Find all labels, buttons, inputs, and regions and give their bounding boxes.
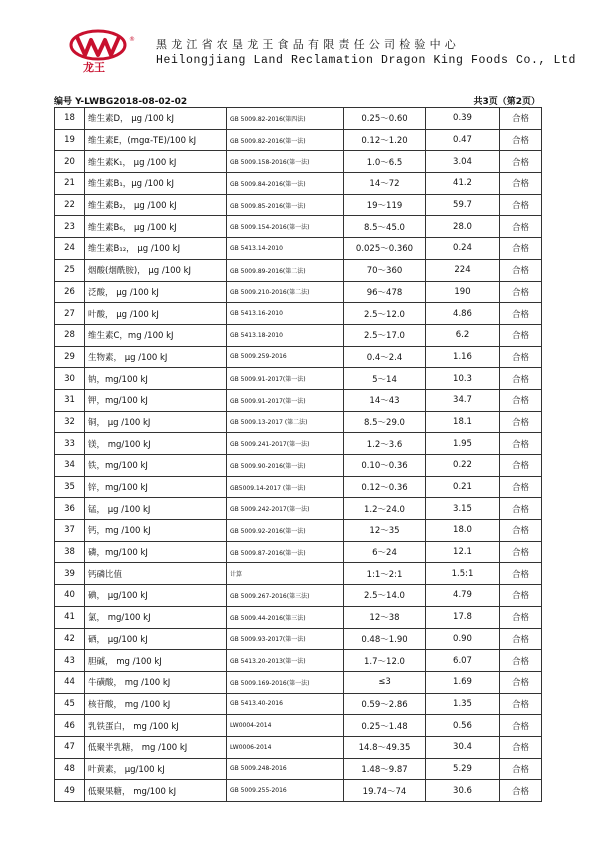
row-number: 23 [55, 216, 85, 238]
test-method: GB 5009.91-2017(第一法) [227, 389, 344, 411]
conclusion: 合格 [500, 411, 542, 433]
item-name: 叶黄素， μg/100 kJ [85, 758, 227, 780]
row-number: 38 [55, 541, 85, 563]
item-name: 维生素E，(mgα-TE)/100 kJ [85, 129, 227, 151]
conclusion: 合格 [500, 671, 542, 693]
row-number: 24 [55, 238, 85, 260]
test-method: GB 5413.40-2016 [227, 693, 344, 715]
test-method: GB 5009.84-2016(第一法) [227, 173, 344, 195]
conclusion: 合格 [500, 281, 542, 303]
test-result: 0.24 [426, 238, 500, 260]
test-method: LW0006-2014 [227, 736, 344, 758]
standard-range: 1.7～12.0 [344, 650, 426, 672]
test-result: 5.29 [426, 758, 500, 780]
standard-range: 2.5～14.0 [344, 585, 426, 607]
table-row [55, 650, 542, 672]
conclusion: 合格 [500, 346, 542, 368]
table-row [55, 389, 542, 411]
table-row [55, 346, 542, 368]
item-name: 维生素B₁₂， μg /100 kJ [85, 238, 227, 260]
report-header [68, 28, 577, 80]
test-method: GB 5009.255-2016 [227, 780, 344, 802]
row-number: 39 [55, 563, 85, 585]
row-number: 36 [55, 498, 85, 520]
row-number: 37 [55, 520, 85, 542]
logo-text: 龙王 [83, 61, 105, 74]
test-method: GB 5009.82-2016(第四法) [227, 108, 344, 130]
standard-range: 8.5～45.0 [344, 216, 426, 238]
test-result: 190 [426, 281, 500, 303]
item-name: 氯， mg/100 kJ [85, 606, 227, 628]
company-name-cn: 黑龙江省农垦龙王食品有限责任公司检验中心 [156, 38, 460, 51]
test-method: GB 5413.20-2013(第一法) [227, 650, 344, 672]
row-number: 40 [55, 585, 85, 607]
conclusion: 合格 [500, 151, 542, 173]
conclusion: 合格 [500, 715, 542, 737]
test-method: GB 5413.18-2010 [227, 324, 344, 346]
test-method: GB 5009.13-2017 (第二法) [227, 411, 344, 433]
standard-range: 0.025～0.360 [344, 238, 426, 260]
test-result: 17.8 [426, 606, 500, 628]
item-name: 硒， μg/100 kJ [85, 628, 227, 650]
standard-range: 96～478 [344, 281, 426, 303]
standard-range: 1.0～6.5 [344, 151, 426, 173]
table-row [55, 173, 542, 195]
table-row [55, 259, 542, 281]
test-method: GB 5009.92-2016(第一法) [227, 520, 344, 542]
test-result: 30.4 [426, 736, 500, 758]
table-row [55, 238, 542, 260]
standard-range: 14～72 [344, 173, 426, 195]
results-table [54, 107, 542, 802]
table-row [55, 455, 542, 477]
test-result: 0.90 [426, 628, 500, 650]
test-result: 18.1 [426, 411, 500, 433]
conclusion: 合格 [500, 758, 542, 780]
test-method: GB 5009.210-2016(第二法) [227, 281, 344, 303]
row-number: 48 [55, 758, 85, 780]
row-number: 25 [55, 259, 85, 281]
test-result: 30.6 [426, 780, 500, 802]
test-result: 1.95 [426, 433, 500, 455]
table-row [55, 281, 542, 303]
conclusion: 合格 [500, 736, 542, 758]
table-row [55, 303, 542, 325]
test-result: 0.56 [426, 715, 500, 737]
item-name: 钙磷比值 [85, 563, 227, 585]
row-number: 46 [55, 715, 85, 737]
table-row [55, 520, 542, 542]
row-number: 22 [55, 194, 85, 216]
row-number: 43 [55, 650, 85, 672]
test-result: 18.0 [426, 520, 500, 542]
test-result: 6.07 [426, 650, 500, 672]
test-method: 计算 [227, 563, 344, 585]
conclusion: 合格 [500, 628, 542, 650]
standard-range: 1.2～3.6 [344, 433, 426, 455]
standard-range: 19～119 [344, 194, 426, 216]
test-method: GB5009.14-2017 (第一法) [227, 476, 344, 498]
table-row [55, 129, 542, 151]
table-row [55, 498, 542, 520]
table-row [55, 194, 542, 216]
conclusion: 合格 [500, 194, 542, 216]
test-result: 6.2 [426, 324, 500, 346]
item-name: 生物素， μg /100 kJ [85, 346, 227, 368]
row-number: 47 [55, 736, 85, 758]
item-name: 铁，mg/100 kJ [85, 455, 227, 477]
standard-range: 12～35 [344, 520, 426, 542]
table-row [55, 758, 542, 780]
conclusion: 合格 [500, 389, 542, 411]
test-method: GB 5009.248-2016 [227, 758, 344, 780]
conclusion: 合格 [500, 238, 542, 260]
test-result: 3.15 [426, 498, 500, 520]
row-number: 42 [55, 628, 85, 650]
table-row [55, 715, 542, 737]
test-method: GB 5413.14-2010 [227, 238, 344, 260]
table-row [55, 585, 542, 607]
standard-range: 5～14 [344, 368, 426, 390]
test-method: GB 5009.82-2016(第一法) [227, 129, 344, 151]
row-number: 29 [55, 346, 85, 368]
table-row [55, 780, 542, 802]
table-row [55, 433, 542, 455]
test-method: GB 5009.93-2017(第一法) [227, 628, 344, 650]
item-name: 钙，mg /100 kJ [85, 520, 227, 542]
item-name: 铜， μg /100 kJ [85, 411, 227, 433]
test-result: 59.7 [426, 194, 500, 216]
item-name: 胆碱， mg /100 kJ [85, 650, 227, 672]
conclusion: 合格 [500, 173, 542, 195]
item-name: 核苷酸， mg /100 kJ [85, 693, 227, 715]
test-method: GB 5009.90-2016(第一法) [227, 455, 344, 477]
table-row [55, 324, 542, 346]
row-number: 32 [55, 411, 85, 433]
test-result: 224 [426, 259, 500, 281]
table-row [55, 628, 542, 650]
item-name: 烟酸(烟酰胺)， μg /100 kJ [85, 259, 227, 281]
row-number: 19 [55, 129, 85, 151]
test-method: GB 5009.267-2016(第三法) [227, 585, 344, 607]
results-table-body [55, 108, 542, 802]
standard-range: 1.2～24.0 [344, 498, 426, 520]
test-result: 12.1 [426, 541, 500, 563]
test-method: GB 5009.169-2016(第一法) [227, 671, 344, 693]
row-number: 20 [55, 151, 85, 173]
row-number: 26 [55, 281, 85, 303]
test-result: 0.47 [426, 129, 500, 151]
company-name-en: Heilongjiang Land Reclamation Dragon King Foods Co., Ltd [156, 54, 577, 67]
test-method: GB 5009.91-2017(第一法) [227, 368, 344, 390]
test-result: 3.04 [426, 151, 500, 173]
standard-range: 0.25～1.48 [344, 715, 426, 737]
row-number: 31 [55, 389, 85, 411]
test-method: GB 5009.89-2016(第二法) [227, 259, 344, 281]
test-method: GB 5009.154-2016(第一法) [227, 216, 344, 238]
conclusion: 合格 [500, 563, 542, 585]
conclusion: 合格 [500, 303, 542, 325]
conclusion: 合格 [500, 433, 542, 455]
item-name: 镁， mg/100 kJ [85, 433, 227, 455]
conclusion: 合格 [500, 216, 542, 238]
row-number: 44 [55, 671, 85, 693]
standard-range: 14.8～49.35 [344, 736, 426, 758]
table-row [55, 108, 542, 130]
conclusion: 合格 [500, 129, 542, 151]
item-name: 叶酸， μg /100 kJ [85, 303, 227, 325]
test-result: 0.39 [426, 108, 500, 130]
table-row [55, 736, 542, 758]
test-result: 34.7 [426, 389, 500, 411]
test-result: 0.22 [426, 455, 500, 477]
table-row [55, 606, 542, 628]
test-result: 4.86 [426, 303, 500, 325]
standard-range: 1:1～2:1 [344, 563, 426, 585]
conclusion: 合格 [500, 585, 542, 607]
row-number: 33 [55, 433, 85, 455]
item-name: 钾，mg/100 kJ [85, 389, 227, 411]
item-name: 钠，mg/100 kJ [85, 368, 227, 390]
standard-range: 0.25～0.60 [344, 108, 426, 130]
item-name: 锰， μg /100 kJ [85, 498, 227, 520]
standard-range: 2.5～17.0 [344, 324, 426, 346]
standard-range: 0.48～1.90 [344, 628, 426, 650]
standard-range: 0.12～1.20 [344, 129, 426, 151]
document-number: 编号 Y-LWBG2018-08-02-02 [54, 97, 188, 107]
test-result: 1.5:1 [426, 563, 500, 585]
item-name: 碘， μg/100 kJ [85, 585, 227, 607]
conclusion: 合格 [500, 606, 542, 628]
row-number: 41 [55, 606, 85, 628]
standard-range: 19.74～74 [344, 780, 426, 802]
standard-range: 8.5～29.0 [344, 411, 426, 433]
conclusion: 合格 [500, 368, 542, 390]
test-result: 28.0 [426, 216, 500, 238]
conclusion: 合格 [500, 476, 542, 498]
standard-range: 1.48～9.87 [344, 758, 426, 780]
test-method: GB 5413.16-2010 [227, 303, 344, 325]
conclusion: 合格 [500, 498, 542, 520]
item-name: 锌，mg/100 kJ [85, 476, 227, 498]
test-result: 0.21 [426, 476, 500, 498]
registered-mark: ® [129, 36, 135, 43]
standard-range: 6～24 [344, 541, 426, 563]
item-name: 维生素D， μg /100 kJ [85, 108, 227, 130]
conclusion: 合格 [500, 455, 542, 477]
row-number: 27 [55, 303, 85, 325]
conclusion: 合格 [500, 520, 542, 542]
table-row [55, 151, 542, 173]
table-row [55, 411, 542, 433]
item-name: 泛酸， μg /100 kJ [85, 281, 227, 303]
page-info: 共3页（第2页） [473, 97, 540, 107]
row-number: 35 [55, 476, 85, 498]
item-name: 磷，mg/100 kJ [85, 541, 227, 563]
test-method: GB 5009.87-2016(第一法) [227, 541, 344, 563]
standard-range: 12～38 [344, 606, 426, 628]
table-row [55, 671, 542, 693]
test-result: 41.2 [426, 173, 500, 195]
test-result: 10.3 [426, 368, 500, 390]
standard-range: 0.59～2.86 [344, 693, 426, 715]
row-number: 45 [55, 693, 85, 715]
test-method: GB 5009.158-2016(第一法) [227, 151, 344, 173]
item-name: 维生素C，mg /100 kJ [85, 324, 227, 346]
row-number: 34 [55, 455, 85, 477]
item-name: 维生素B₂， μg /100 kJ [85, 194, 227, 216]
item-name: 低聚半乳糖， mg /100 kJ [85, 736, 227, 758]
test-method: LW0004-2014 [227, 715, 344, 737]
standard-range: ≤3 [344, 671, 426, 693]
conclusion: 合格 [500, 693, 542, 715]
test-method: GB 5009.242-2017(第一法) [227, 498, 344, 520]
table-row [55, 368, 542, 390]
conclusion: 合格 [500, 324, 542, 346]
item-name: 维生素B₁，μg /100 kJ [85, 173, 227, 195]
conclusion: 合格 [500, 108, 542, 130]
row-number: 21 [55, 173, 85, 195]
table-row [55, 541, 542, 563]
standard-range: 0.12～0.36 [344, 476, 426, 498]
item-name: 乳铁蛋白， mg /100 kJ [85, 715, 227, 737]
conclusion: 合格 [500, 541, 542, 563]
item-name: 低聚果糖， mg/100 kJ [85, 780, 227, 802]
conclusion: 合格 [500, 780, 542, 802]
row-number: 30 [55, 368, 85, 390]
table-row [55, 563, 542, 585]
row-number: 28 [55, 324, 85, 346]
table-row [55, 216, 542, 238]
results-sheet [54, 107, 541, 802]
row-number: 18 [55, 108, 85, 130]
test-result: 1.69 [426, 671, 500, 693]
standard-range: 14～43 [344, 389, 426, 411]
standard-range: 2.5～12.0 [344, 303, 426, 325]
test-result: 4.79 [426, 585, 500, 607]
test-method: GB 5009.259-2016 [227, 346, 344, 368]
test-method: GB 5009.44-2016(第三法) [227, 606, 344, 628]
test-result: 1.35 [426, 693, 500, 715]
standard-range: 0.4～2.4 [344, 346, 426, 368]
test-method: GB 5009.85-2016(第一法) [227, 194, 344, 216]
table-row [55, 476, 542, 498]
company-logo [68, 28, 140, 74]
item-name: 牛磺酸， mg /100 kJ [85, 671, 227, 693]
test-result: 1.16 [426, 346, 500, 368]
test-method: GB 5009.241-2017(第一法) [227, 433, 344, 455]
document-meta [54, 92, 540, 108]
conclusion: 合格 [500, 650, 542, 672]
item-name: 维生素K₁， μg /100 kJ [85, 151, 227, 173]
standard-range: 0.10～0.36 [344, 455, 426, 477]
row-number: 49 [55, 780, 85, 802]
standard-range: 70～360 [344, 259, 426, 281]
conclusion: 合格 [500, 259, 542, 281]
item-name: 维生素B₆， μg /100 kJ [85, 216, 227, 238]
table-row [55, 693, 542, 715]
